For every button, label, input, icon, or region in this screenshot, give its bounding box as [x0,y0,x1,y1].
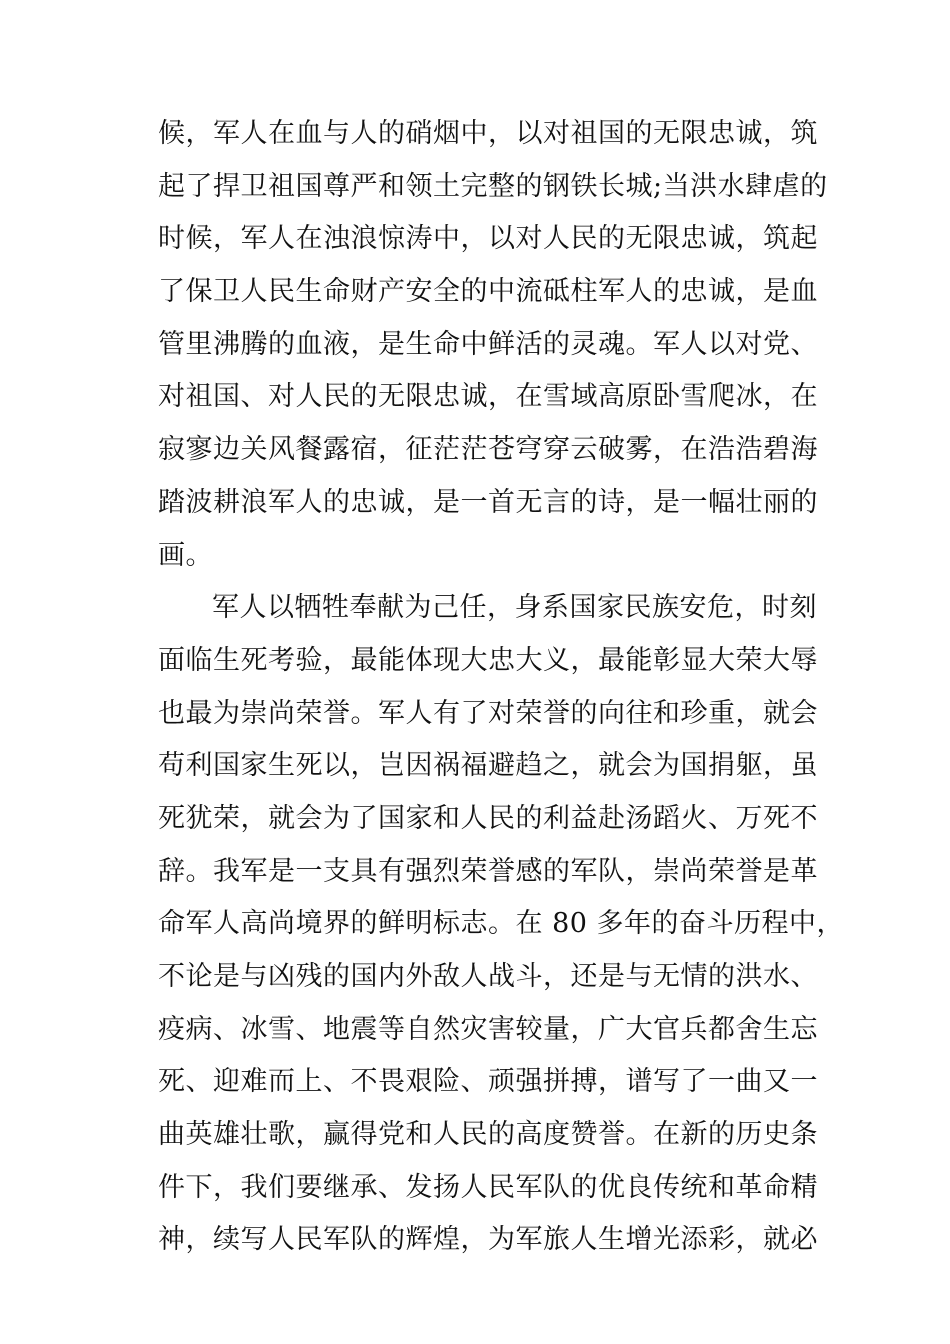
text-line: 管里沸腾的血液，是生命中鲜活的灵魂。军人以对党、 [158,328,818,360]
text-line: 死、迎难而上、不畏艰险、顽强拼搏，谱写了一曲又一 [158,1066,818,1098]
text-line: 了保卫人民生命财产安全的中流砥柱军人的忠诚，是血 [158,276,818,308]
text-line: 时候，军人在浊浪惊涛中，以对人民的无限忠诚，筑起 [158,223,818,255]
text-line: 命军人高尚境界的鲜明标志。在 80 多年的奋斗历程中， [158,908,845,940]
text-line: 画。 [158,539,213,571]
text-line: 也最为崇尚荣誉。军人有了对荣誉的向往和珍重，就会 [158,697,818,729]
text-line: 死犹荣，就会为了国家和人民的利益赴汤蹈火、万死不 [158,802,818,834]
text-line: 苟利国家生死以，岂因祸福避趋之，就会为国捐躯，虽 [158,750,818,782]
text-line: 面临生死考验，最能体现大忠大义，最能彰显大荣大辱 [158,644,818,676]
text-line: 对祖国、对人民的无限忠诚，在雪域高原卧雪爬冰，在 [158,381,818,413]
text-line: 曲英雄壮歌，赢得党和人民的高度赞誉。在新的历史条 [158,1119,818,1151]
text-line: 辞。我军是一支具有强烈荣誉感的军队，崇尚荣誉是革 [158,855,818,887]
text-line: 踏波耕浪军人的忠诚，是一首无言的诗，是一幅壮丽的 [158,486,818,518]
text-line-first-indented: 军人以牺牲奉献为己任，身系国家民族安危，时刻 [212,592,817,624]
paragraph-2 [158,582,845,1267]
text-line: 候，军人在血与人的硝烟中，以对祖国的无限忠诚，筑 [158,118,818,149]
text-line: 件下，我们要继承、发扬人民军队的优良传统和革命精 [158,1171,818,1203]
text-line: 寂寥边关风餐露宿，征茫茫苍穹穿云破雾，在浩浩碧海 [158,434,818,466]
text-line: 不论是与凶残的国内外敌人战斗，还是与无情的洪水、 [158,961,818,992]
text-line: 疫病、冰雪、地震等自然灾害较量，广大官兵都舍生忘 [158,1013,818,1045]
paragraph-1 [158,108,828,582]
text-line: 起了捍卫祖国尊严和领土完整的钢铁长城;当洪水肆虐的 [158,170,828,202]
body-text [158,108,845,1267]
text-line: 神，续写人民军队的辉煌，为军旅人生增光添彩，就必 [158,1224,818,1256]
